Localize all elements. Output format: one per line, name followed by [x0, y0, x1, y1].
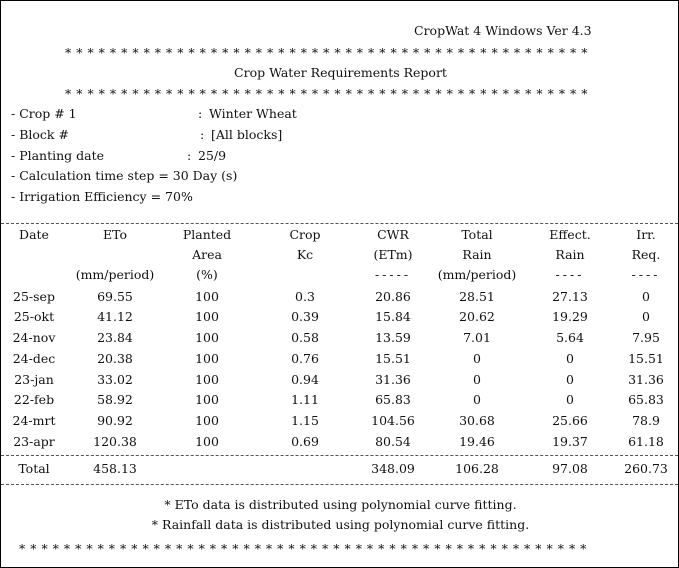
cell-eto: 120.38	[93, 434, 137, 449]
cell-effect-rain: 19.37	[552, 434, 588, 449]
total-effect-rain: 97.08	[552, 461, 588, 476]
cell-irr-req: 65.83	[628, 392, 664, 407]
cell-kc: 0.39	[291, 309, 319, 324]
cell-kc: 1.11	[291, 392, 319, 407]
cell-effect-rain: 0	[566, 351, 574, 366]
table-row	[1, 411, 679, 431]
cell-date: 23-apr	[13, 434, 55, 449]
param-time-step: - Calculation time step = 30 Day (s)	[11, 168, 238, 183]
header-planted: Planted	[182, 227, 232, 242]
cell-eto: 41.12	[97, 309, 133, 324]
header-rain: Rain	[462, 247, 492, 262]
cell-cwr: 15.51	[375, 351, 411, 366]
cell-date: 25-okt	[13, 309, 55, 324]
cell-irr-req: 15.51	[628, 351, 664, 366]
cell-eto: 23.84	[97, 330, 133, 345]
cell-irr-req: 0	[642, 309, 650, 324]
table-row	[1, 307, 679, 327]
table-total-row	[1, 459, 679, 479]
cell-date: 24-mrt	[12, 413, 56, 428]
header-kc: Kc	[296, 247, 314, 262]
header-effect: Effect.	[549, 227, 591, 242]
cell-eto: 33.02	[97, 372, 133, 387]
cell-effect-rain: 0	[566, 372, 574, 387]
header-irr-underline: ----	[631, 267, 661, 282]
cell-date: 25-sep	[13, 289, 55, 304]
cell-kc: 0.94	[291, 372, 319, 387]
param-block-sep: :	[200, 127, 205, 142]
param-irrigation-efficiency: - Irrigation Efficiency = 70%	[11, 189, 193, 204]
table-header-row-1	[1, 225, 679, 245]
cell-date: 24-nov	[12, 330, 56, 345]
header-etm: (ETm)	[373, 247, 413, 262]
param-crop-value: Winter Wheat	[209, 106, 297, 121]
header-effect-rain: Rain	[555, 247, 585, 262]
header-rain-unit: (mm/period)	[437, 267, 517, 282]
cell-kc: 0.58	[291, 330, 319, 345]
cell-effect-rain: 25.66	[552, 413, 588, 428]
cell-cwr: 31.36	[375, 372, 411, 387]
star-separator-title: * * * * * * * * * * * * * * * * * * * * * * * * * * * * * * * * * * * * * * * * * * * * * * *	[65, 86, 589, 101]
cell-irr-req: 31.36	[628, 372, 664, 387]
header-eto: ETo	[102, 227, 128, 242]
cell-area: 100	[195, 289, 219, 304]
cell-kc: 1.15	[291, 413, 319, 428]
cell-total-rain: 0	[473, 392, 481, 407]
cell-area: 100	[195, 413, 219, 428]
table-row	[1, 287, 679, 307]
cell-date: 22-feb	[13, 392, 55, 407]
header-eto-unit: (mm/period)	[75, 267, 155, 282]
cell-total-rain: 0	[473, 372, 481, 387]
table-row	[1, 432, 679, 452]
header-area: Area	[192, 247, 222, 262]
total-cwr: 348.09	[371, 461, 415, 476]
cell-area: 100	[195, 434, 219, 449]
cell-eto: 90.92	[97, 413, 133, 428]
cell-cwr: 65.83	[375, 392, 411, 407]
table-row	[1, 390, 679, 410]
app-version: CropWat 4 Windows Ver 4.3	[414, 23, 592, 38]
cell-cwr: 20.86	[375, 289, 411, 304]
header-req: Req.	[631, 247, 661, 262]
param-planting-date-value: 25/9	[198, 148, 227, 163]
cell-effect-rain: 27.13	[552, 289, 588, 304]
param-planting-date-label: - Planting date	[11, 148, 105, 163]
cell-irr-req: 0	[642, 289, 650, 304]
table-row	[1, 370, 679, 390]
cell-total-rain: 19.46	[459, 434, 495, 449]
footer-note-eto: * ETo data is distributed using polynomial curve fitting.	[164, 497, 517, 512]
report-title: Crop Water Requirements Report	[234, 65, 447, 80]
param-block-value: [All blocks]	[211, 127, 283, 142]
cell-eto: 58.92	[97, 392, 133, 407]
header-irr: Irr.	[636, 227, 656, 242]
cell-area: 100	[195, 351, 219, 366]
cell-irr-req: 61.18	[628, 434, 664, 449]
cell-eto: 20.38	[97, 351, 133, 366]
star-separator-top: * * * * * * * * * * * * * * * * * * * * * * * * * * * * * * * * * * * * * * * * * * * * * * *	[65, 45, 589, 60]
header-cwr: CWR	[377, 227, 409, 242]
cell-cwr: 104.56	[371, 413, 415, 428]
param-planting-date-sep: :	[187, 148, 192, 163]
param-crop-label: - Crop # 1	[11, 106, 77, 121]
cell-kc: 0.69	[291, 434, 319, 449]
cell-effect-rain: 0	[566, 392, 574, 407]
header-area-unit: (%)	[196, 267, 218, 282]
cell-kc: 0.76	[291, 351, 319, 366]
cell-irr-req: 78.9	[632, 413, 660, 428]
star-separator-bottom: * * * * * * * * * * * * * * * * * * * * * * * * * * * * * * * * * * * * * * * * * * * * * * * * * * *	[19, 541, 587, 556]
cell-cwr: 15.84	[375, 309, 411, 324]
header-date: Date	[19, 227, 49, 242]
divider-before-total	[1, 455, 678, 456]
param-crop-sep: :	[198, 106, 203, 121]
total-label: Total	[18, 461, 50, 476]
divider-after-total	[1, 484, 678, 485]
cell-eto: 69.55	[97, 289, 133, 304]
cell-total-rain: 20.62	[459, 309, 495, 324]
cell-total-rain: 0	[473, 351, 481, 366]
total-rain: 106.28	[455, 461, 499, 476]
cell-area: 100	[195, 392, 219, 407]
table-header-row-2	[1, 245, 679, 265]
cell-area: 100	[195, 372, 219, 387]
header-effect-underline: ----	[555, 267, 585, 282]
cell-cwr: 13.59	[375, 330, 411, 345]
table-header-row-3	[1, 265, 679, 285]
cell-kc: 0.3	[295, 289, 315, 304]
cell-total-rain: 7.01	[463, 330, 491, 345]
cell-date: 23-jan	[14, 372, 54, 387]
cell-area: 100	[195, 330, 219, 345]
param-block-label: - Block #	[11, 127, 69, 142]
cell-irr-req: 7.95	[632, 330, 660, 345]
cell-total-rain: 30.68	[459, 413, 495, 428]
total-eto: 458.13	[93, 461, 137, 476]
footer-note-rainfall: * Rainfall data is distributed using polynomial curve fitting.	[151, 517, 530, 532]
cell-effect-rain: 5.64	[556, 330, 584, 345]
cell-date: 24-dec	[12, 351, 56, 366]
header-total: Total	[461, 227, 493, 242]
cell-area: 100	[195, 309, 219, 324]
table-row	[1, 328, 679, 348]
header-crop: Crop	[289, 227, 321, 242]
cell-total-rain: 28.51	[459, 289, 495, 304]
divider-table-top	[1, 223, 678, 224]
header-cwr-underline: -----	[374, 267, 412, 282]
total-irr-req: 260.73	[624, 461, 668, 476]
cell-effect-rain: 19.29	[552, 309, 588, 324]
cell-cwr: 80.54	[375, 434, 411, 449]
table-row	[1, 349, 679, 369]
